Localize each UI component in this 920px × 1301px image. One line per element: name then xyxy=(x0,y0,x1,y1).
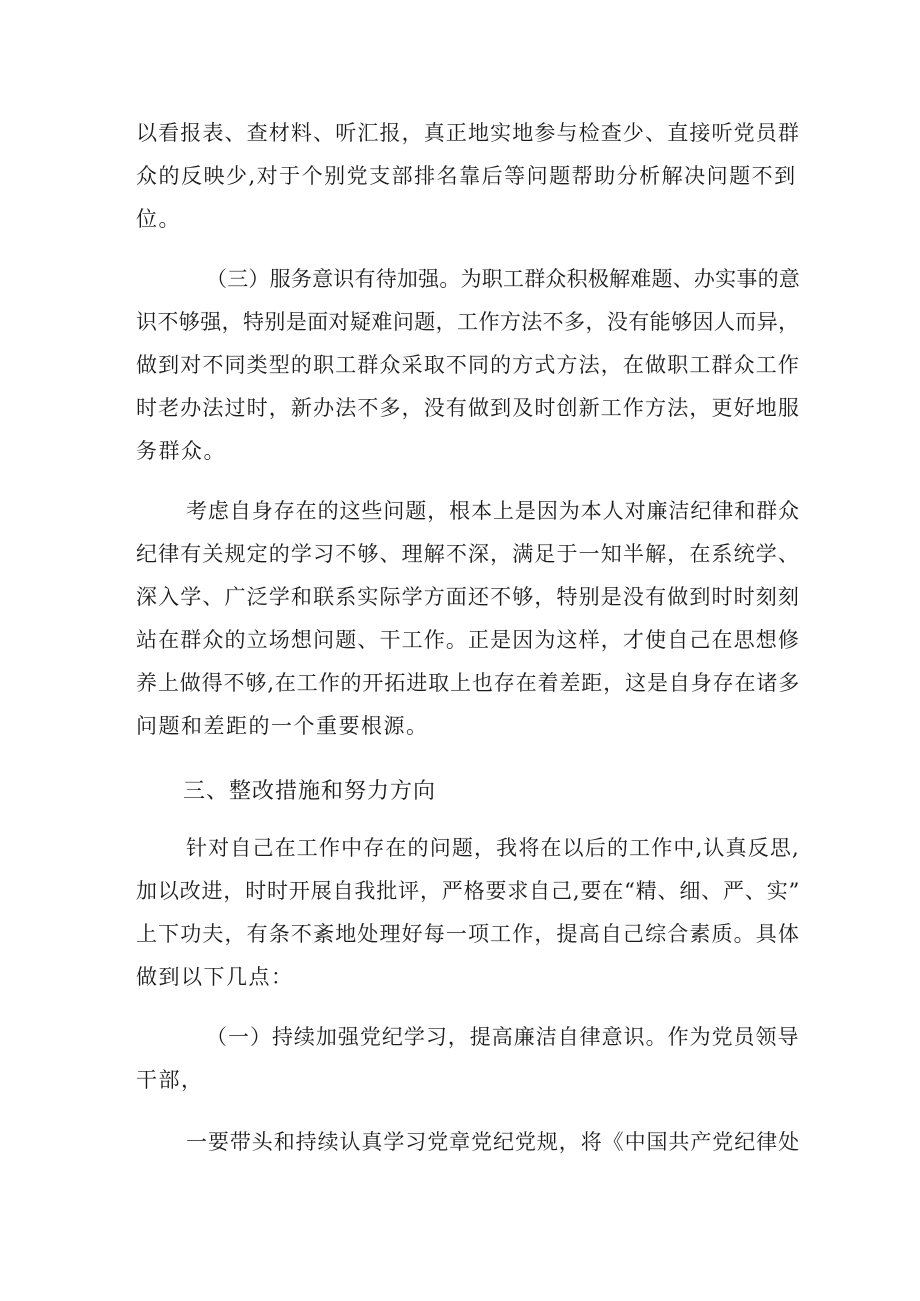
paragraph-2-line-2: 识不够强，特别是面对疑难问题，工作方法不多，没有能够因人而异， xyxy=(136,310,800,334)
paragraph-5-line-1: （一）持续加强党纪学习，提高廉洁自律意识。作为党员领导 xyxy=(206,1025,800,1049)
paragraph-4-line-3: 上下功夫，有条不紊地处理好每一项工作，提高自己综合素质。具体 xyxy=(136,922,800,946)
paragraph-2-line-3: 做到对不同类型的职工群众采取不同的方式方法，在做职工群众工作 xyxy=(136,353,800,377)
paragraph-4-line-2: 加以改进，时时开展自我批评，严格要求自己,要在“精、细、严、实” xyxy=(136,879,801,903)
paragraph-1-line-1: 以看报表、查材料、听汇报，真正地实地参与检查少、直接听党员群 xyxy=(136,121,800,145)
paragraph-4-line-4: 做到以下几点： xyxy=(136,965,294,989)
paragraph-5-line-2: 干部， xyxy=(136,1068,204,1092)
paragraph-2-line-5: 务群众。 xyxy=(136,439,226,463)
section-heading: 三、整改措施和努力方向 xyxy=(183,779,437,804)
paragraph-3-line-2: 纪律有关规定的学习不够、理解不深，满足于一知半解，在系统学、 xyxy=(136,542,800,566)
paragraph-1-line-2: 众的反映少,对于个别党支部排名靠后等问题帮助分析解决问题不到 xyxy=(136,164,797,188)
paragraph-3-line-6: 问题和差距的一个重要根源。 xyxy=(136,714,429,738)
paragraph-1-line-3: 位。 xyxy=(136,207,181,231)
paragraph-4-line-1: 针对自己在工作中存在的问题，我将在以后的工作中,认真反思, xyxy=(186,836,800,860)
paragraph-2-line-1: （三）服务意识有待加强。为职工群众积极解难题、办实事的意 xyxy=(206,267,800,291)
paragraph-3-line-5: 养上做得不够,在工作的开拓进取上也存在着差距，这是自身存在诸多 xyxy=(136,671,801,695)
paragraph-3-line-3: 深入学、广泛学和联系实际学方面还不够，特别是没有做到时时刻刻 xyxy=(136,585,800,609)
paragraph-2-line-4: 时老办法过时，新办法不多，没有做到及时创新工作方法，更好地服 xyxy=(136,396,800,420)
paragraph-3-line-4: 站在群众的立场想问题、干工作。正是因为这样，才使自己在思想修 xyxy=(136,628,800,652)
paragraph-6-line-1: 一要带头和持续认真学习党章党纪党规，将《中国共产党纪律处 xyxy=(186,1130,800,1154)
paragraph-3-line-1: 考虑自身存在的这些问题，根本上是因为本人对廉洁纪律和群众 xyxy=(186,499,800,523)
